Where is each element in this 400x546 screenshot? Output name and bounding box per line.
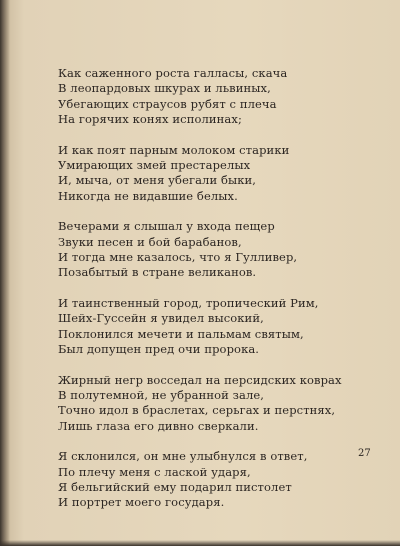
stanza	[58, 219, 378, 281]
poem-line: Шейх-Гуссейн я увидел высокий,	[58, 311, 264, 326]
page-bottom-edge	[0, 540, 400, 546]
poem-line: В полутемной, не убранной зале,	[58, 387, 265, 402]
poem-line: Был допущен пред очи пророка.	[58, 342, 260, 357]
poem-line: И, мыча, от меня убегали быки,	[58, 173, 257, 188]
stanza	[58, 373, 378, 435]
poem-line: В леопардовых шкурах и львиных,	[58, 81, 271, 96]
poem-line: Умирающих змей престарелых	[58, 158, 251, 173]
book-gutter	[0, 0, 10, 546]
poem-line: Точно идол в браслетах, серьгах и перстнях,	[58, 403, 336, 418]
poem-line: Как саженного роста галласы, скача	[58, 66, 288, 80]
poem-line: Вечерами я слышал у входа пещер	[58, 219, 275, 234]
poem-line: Жирный негр восседал на персидских коврах	[58, 372, 342, 387]
stanza	[58, 66, 378, 128]
poem-line: Лишь глаза его дивно сверкали.	[58, 418, 259, 433]
poem-line: Поклонился мечети и пальмам святым,	[58, 326, 304, 341]
poem-line: Никогда не видавшие белых.	[58, 188, 238, 203]
poem-line: Позабытый в стране великанов.	[58, 265, 257, 280]
poem-line: Я бельгийский ему подарил пистолет	[58, 479, 292, 494]
stanza	[58, 143, 378, 205]
poem-line: На горячих конях исполинах;	[58, 112, 242, 127]
page-number: 27	[358, 448, 371, 459]
stanza	[58, 296, 378, 358]
poem-line: Убегающих страусов рубят с плеча	[58, 96, 277, 111]
poem-line: И тогда мне казалось, что я Гулливер,	[58, 250, 298, 265]
poem-line: Я склонился, он мне улыбнулся в ответ,	[58, 449, 308, 464]
poem-text	[58, 66, 378, 526]
stanza	[58, 449, 378, 511]
poem-line: И как поят парным молоком старики	[58, 142, 290, 157]
poem-line: И портрет моего государя.	[58, 495, 225, 510]
poem-line: Звуки песен и бой барабанов,	[58, 234, 242, 249]
poem-line: По плечу меня с лаской ударя,	[58, 464, 251, 479]
poem-line: И таинственный город, тропический Рим,	[58, 295, 319, 310]
